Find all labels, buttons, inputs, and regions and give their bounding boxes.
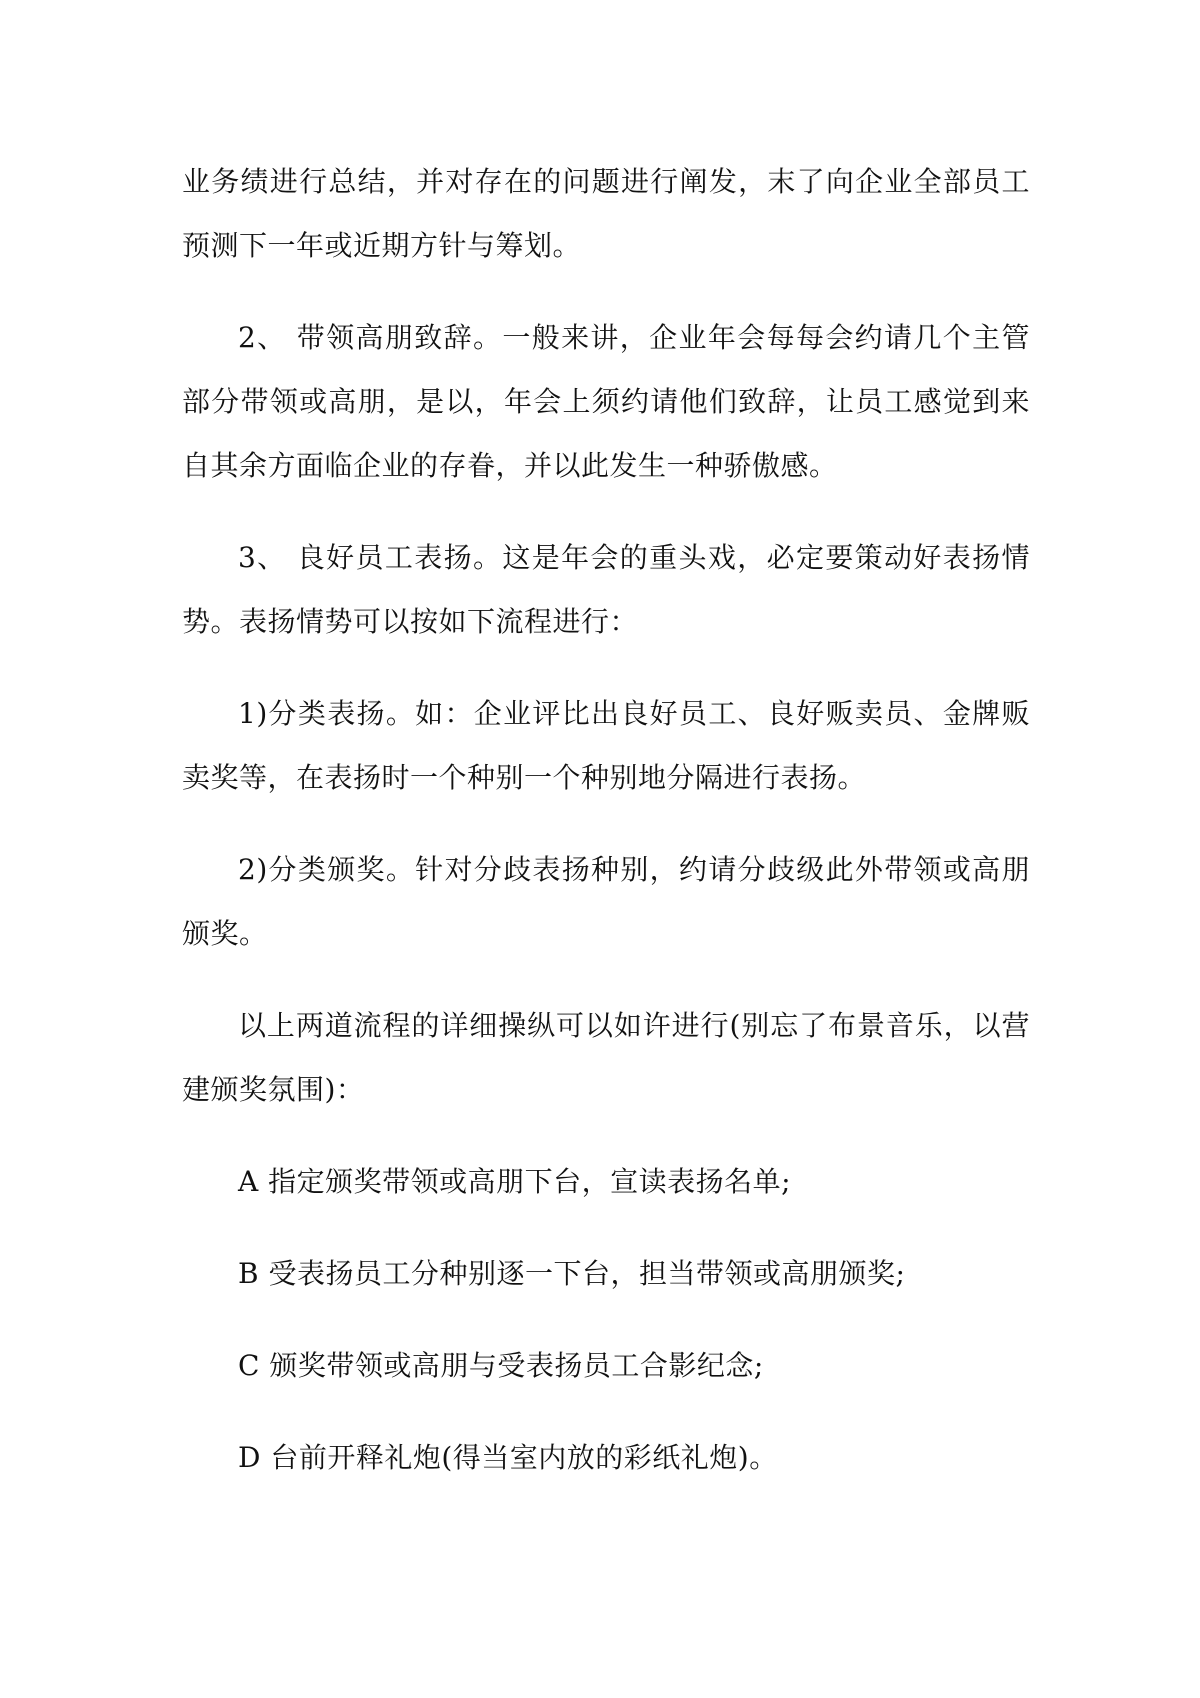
paragraph-step-c: C 颁奖带领或高朋与受表扬员工合影纪念; bbox=[238, 1349, 764, 1382]
paragraph-step-b: B 受表扬员工分种别逐一下台，担当带领或高朋颁奖; bbox=[238, 1257, 906, 1290]
paragraph-subitem-2: 2)分类颁奖。针对分歧表扬种别，约请分歧级此外带领或高朋颁奖。 bbox=[182, 853, 1030, 950]
paragraph-continuation: 业务绩进行总结，并对存在的问题进行阐发，末了向企业全部员工预测下一年或近期方针与筹划。 bbox=[182, 165, 1030, 262]
paragraph-item-2: 2、 带领高朋致辞。一般来讲，企业年会每每会约请几个主管部分带领或高朋，是以，年会上须约请他们致辞，让员工感觉到来自其余方面临企业的存眷，并以此发生一种骄傲感。 bbox=[182, 321, 1030, 482]
paragraph-step-a: A 指定颁奖带领或高朋下台，宣读表扬名单; bbox=[238, 1165, 792, 1198]
document-body bbox=[182, 150, 1030, 1518]
paragraph-item-3: 3、 良好员工表扬。这是年会的重头戏，必定要策动好表扬情势。表扬情势可以按如下流程进行： bbox=[182, 541, 1030, 638]
paragraph-subitem-1: 1)分类表扬。如：企业评比出良好员工、良好贩卖员、金牌贩卖奖等，在表扬时一个种别一个种别地分隔进行表扬。 bbox=[182, 697, 1030, 794]
paragraph-procedure-intro: 以上两道流程的详细操纵可以如许进行(别忘了布景音乐，以营建颁奖氛围)： bbox=[182, 1009, 1030, 1106]
paragraph-step-d: D 台前开释礼炮(得当室内放的彩纸礼炮)。 bbox=[238, 1441, 778, 1474]
